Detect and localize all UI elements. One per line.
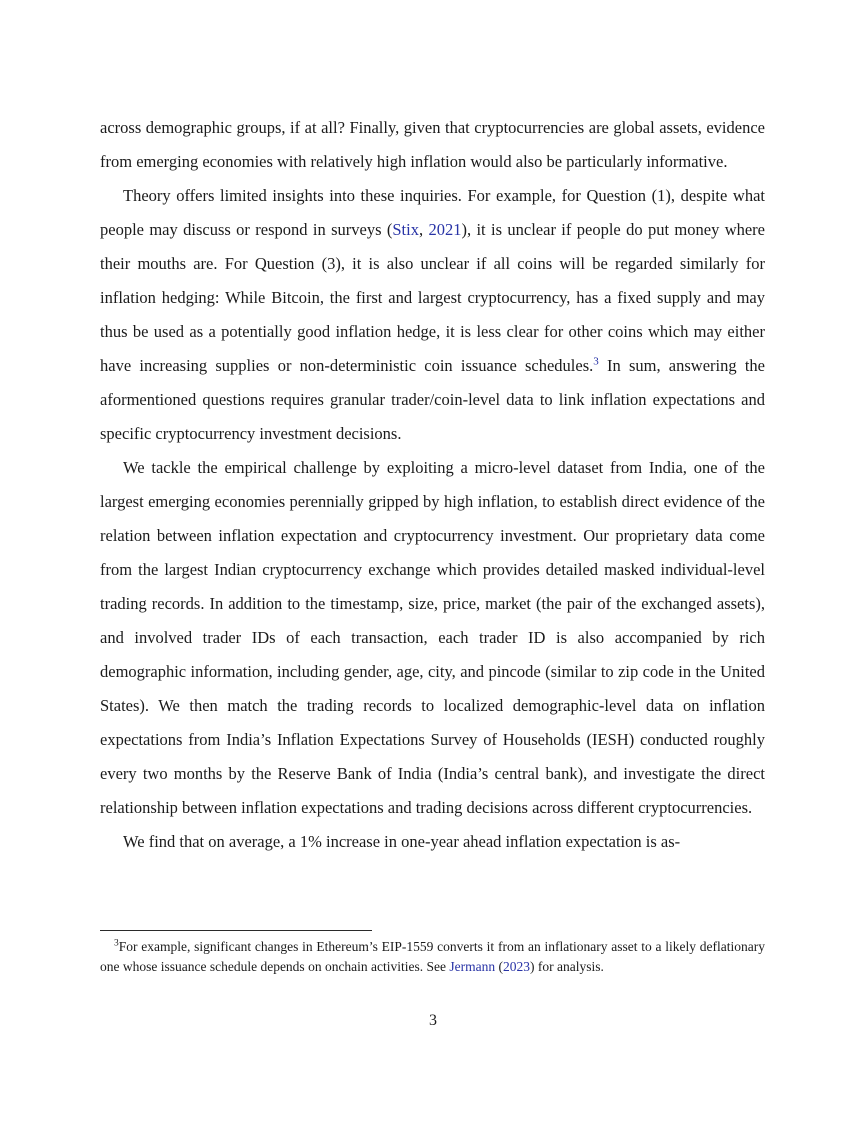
footnote-text xyxy=(100,937,765,977)
paragraph xyxy=(100,111,765,179)
page-number: 3 xyxy=(429,1012,437,1029)
text-run: ) for analysis. xyxy=(530,959,604,974)
citation-link[interactable]: 3 xyxy=(593,355,599,368)
citation-link[interactable]: Jermann xyxy=(449,959,496,974)
text-run: In sum, answering the aformentioned questions requires granular trader/coin-level data to link inflation expectations and specific cryptocurrency investment decisions. xyxy=(100,356,765,443)
footnote-block xyxy=(100,930,765,977)
text-run: We find that on average, a 1% increase in one-year ahead inflation expectation is as- xyxy=(123,832,681,851)
text-run: ( xyxy=(495,959,504,974)
footnote-marker: 3 xyxy=(114,938,119,949)
text-run: across demographic groups, if at all? Finally, given that cryptocurrencies are global assets, evidence from emerging economies with relatively high inflation would also be particularly informative. xyxy=(100,118,765,171)
text-run: We tackle the empirical challenge by exploiting a micro-level dataset from India, one of the largest emerging economies perennially gripped by high inflation, to establish direct evidence of the relation between inflation expectation and cryptocurrency investment. Our proprietary data come from the largest Indian cryptocurrency exchange which provides detailed masked individual-level trading records. In addition to the timestamp, size, price, market (the pair of the exchanged assets), and involved trader IDs of each transaction, each trader ID is also accompanied by rich demographic information, including gender, age, city, and pincode (similar to zip code in the United States). We then match the trading records to localized demographic-level data on inflation expectations from India’s Inflation Expectations Survey of Households (IESH) conducted roughly every two months by the Reserve Bank of India (India’s central bank), and investigate the direct relationship between inflation expectations and trading decisions across different cryptocurrencies. xyxy=(100,458,765,817)
body-paragraphs xyxy=(100,111,765,859)
text-run: ), it is unclear if people do put money where their mouths are. For Question (3), it is also unclear if all coins will be regarded similarly for inflation hedging: While Bitcoin, the first and largest cryptocurrency, has a fixed supply and may thus be used as a potentially good inflation hedge, it is less clear for other coins which may either have increasing supplies or non-deterministic coin issuance schedules. xyxy=(100,220,766,375)
citation-link[interactable]: Stix xyxy=(392,220,419,239)
footnote-rule xyxy=(100,930,372,931)
text-run: For example, significant changes in Ethereum’s EIP-1559 converts it from an inflationary asset to a likely deflationary one whose issuance schedule depends on onchain activities. See xyxy=(100,939,765,974)
paragraph xyxy=(100,451,765,825)
paragraph xyxy=(100,825,765,859)
citation-link[interactable]: 2021 xyxy=(428,220,462,239)
text-run: Theory offers limited insights into these inquiries. For example, for Question (1), despite what people may discuss or respond in surveys ( xyxy=(100,186,765,239)
paragraph xyxy=(100,179,765,451)
citation-link[interactable]: 2023 xyxy=(503,959,531,974)
text-run: , xyxy=(418,220,429,239)
